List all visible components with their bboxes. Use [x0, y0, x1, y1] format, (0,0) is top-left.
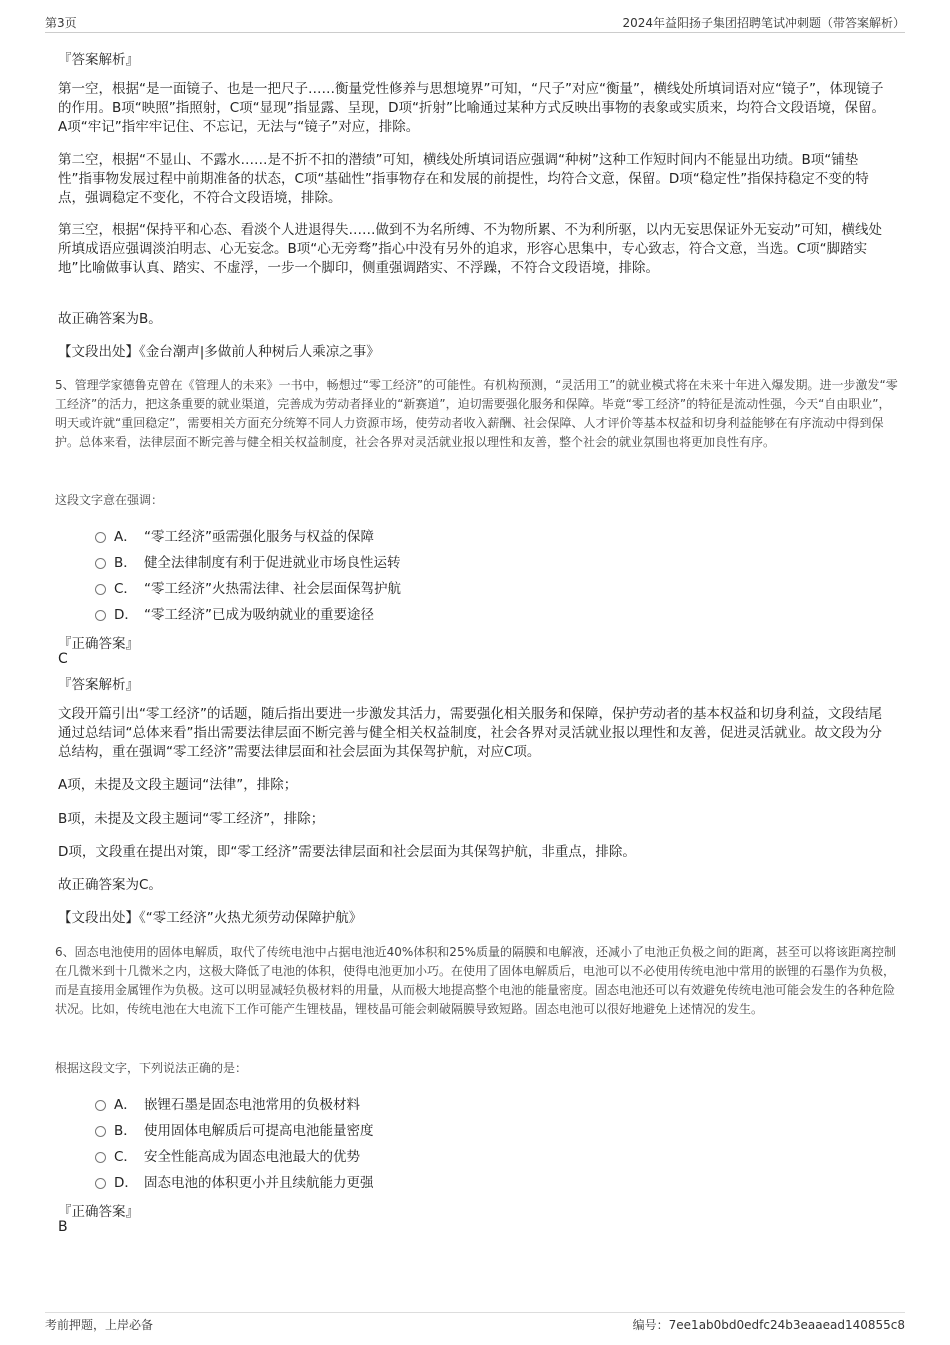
q5-option-a[interactable]	[95, 525, 374, 545]
q5-analysis-para-1: 文段开篇引出“零工经济”的话题，随后指出要进一步激发其活力，需要强化相关服务和保障，保护劳动者的基本权益和切身利益，文段结尾通过总结词“总体来看”指出需要法律层面不断完善与健全相关权益制度，社会各界对灵活就业报以理性和友善，促进灵活就业。故文段为分总结构，重在强调“零工经济”需要法律层面和社会层面为其保驾护航，对应C项。	[58, 706, 882, 760]
q6-correct-tag: 『正确答案』	[58, 1204, 139, 1220]
q5-prompt: 这段文字意在强调：	[55, 493, 164, 507]
prev-conclusion: 故正确答案为B。	[58, 311, 162, 327]
radio-icon[interactable]	[95, 1152, 106, 1163]
q6-correct-answer: B	[58, 1219, 68, 1235]
prev-analysis-tag: 『答案解析』	[58, 52, 139, 68]
prev-analysis-para-3: 第三空，根据“保持平和心态、看淡个人进退得失……做到不为名所缚、不为物所累、不为利所驱，以内无妄思保证外无妄动”可知，横线处所填成语应强调淡泊明志、心无妄念。B项“心无旁骛”指心中没有另外的追求，形容心思集中，专心致志，符合文意，当选。C项“脚踏实地”比喻做事认真、踏实、不虚浮，一步一个脚印，侧重强调踏实、不浮躁，不符合文段语境，排除。	[58, 222, 882, 276]
option-letter: A．	[114, 529, 137, 545]
page-header	[45, 12, 905, 33]
option-text: 安全性能高成为固态电池最大的优势	[144, 1149, 360, 1165]
q6-option-d[interactable]	[95, 1171, 374, 1191]
prev-analysis-para-1: 第一空，根据“是一面镜子、也是一把尺子……衡量党性修养与思想境界”可知，“尺子”对应“衡量”，横线处所填词语对应“镜子”，体现镜子的作用。B项“映照”指照射，C项“显现”指显露、呈现，D项“折射”比喻通过某种方式反映出事物的表象或实质来，均符合文段语境，保留。A项“牢记”指牢牢记住、不忘记，无法与“镜子”对应，排除。	[58, 81, 886, 135]
radio-icon[interactable]	[95, 532, 106, 543]
option-text: 健全法律制度有利于促进就业市场良性运转	[144, 555, 401, 571]
option-text: 使用固体电解质后可提高电池能量密度	[144, 1123, 374, 1139]
footer-slogan: 考前押题，上岸必备	[45, 1318, 154, 1332]
prev-analysis-para-2: 第二空，根据“不显山、不露水……是不折不扣的潜绩”可知，横线处所填词语应强调“种树”这种工作短时间内不能显出功绩。B项“铺垫性”指事物发展过程中前期准备的状态，C项“基础性”指事物存在和发展的前提性，均符合文意，保留。D项“稳定性”指保持稳定不变的特点，强调稳定不变化，不符合文段语境，排除。	[58, 152, 869, 206]
radio-icon[interactable]	[95, 584, 106, 595]
option-letter: B．	[114, 1123, 137, 1139]
option-text: 固态电池的体积更小并且续航能力更强	[144, 1175, 374, 1191]
option-letter: B．	[114, 555, 137, 571]
q5-analysis-b: B项，未提及文段主题词“零工经济”，排除；	[58, 811, 325, 827]
q5-source: 【文段出处】《“零工经济”火热尤须劳动保障护航》	[58, 910, 363, 926]
radio-icon[interactable]	[95, 610, 106, 621]
document-title: 2024年益阳扬子集团招聘笔试冲刺题（带答案解析）	[622, 16, 905, 30]
option-text: “零工经济”火热需法律、社会层面保驾护航	[144, 581, 401, 597]
radio-icon[interactable]	[95, 558, 106, 569]
q5-option-d[interactable]	[95, 603, 374, 623]
option-letter: C．	[114, 581, 137, 597]
q6-option-a[interactable]	[95, 1093, 360, 1113]
option-letter: C．	[114, 1149, 137, 1165]
page-number: 第3页	[45, 16, 77, 30]
q5-option-c[interactable]	[95, 577, 401, 597]
q6-option-b[interactable]	[95, 1119, 374, 1139]
radio-icon[interactable]	[95, 1178, 106, 1189]
q5-conclusion: 故正确答案为C。	[58, 877, 162, 893]
radio-icon[interactable]	[95, 1126, 106, 1137]
q5-analysis-a: A项，未提及文段主题词“法律”，排除；	[58, 777, 298, 793]
option-text: “零工经济”已成为吸纳就业的重要途径	[144, 607, 374, 623]
option-letter: A．	[114, 1097, 137, 1113]
q5-option-b[interactable]	[95, 551, 401, 571]
option-text: 嵌锂石墨是固态电池常用的负极材料	[144, 1097, 360, 1113]
q5-correct-tag: 『正确答案』	[58, 636, 139, 652]
q5-analysis-tag: 『答案解析』	[58, 677, 139, 693]
option-text: “零工经济”亟需强化服务与权益的保障	[144, 529, 374, 545]
q5-correct-answer: C	[58, 651, 68, 667]
page-footer	[45, 1312, 905, 1333]
q6-prompt: 根据这段文字，下列说法正确的是：	[55, 1061, 248, 1075]
option-letter: D．	[114, 1175, 138, 1191]
prev-source: 【文段出处】《金台潮声|多做前人种树后人乘凉之事》	[58, 344, 380, 360]
q5-stem: 5、管理学家德鲁克曾在《管理人的未来》一书中，畅想过“零工经济”的可能性。有机构预测，“灵活用工”的就业模式将在未来十年进入爆发期。进一步激发“零工经济”的活力，把这条重要的就业渠道，完善成为劳动者择业的“新赛道”，迫切需要强化服务和保障。毕竟“零工经济”的特征是流动性强，今天“自由职业”，明天或许就“重回稳定”，需要相关方面充分统筹不同人力资源市场，使劳动者收入薪酬、社会保障、人才评价等基本权益和切身利益能够在有序流动中得到保护。总体来看，法律层面不断完善与健全相关权益制度，社会各界对灵活就业报以理性和友善，整个社会的就业氛围也将更加良性有序。	[55, 378, 898, 449]
radio-icon[interactable]	[95, 1100, 106, 1111]
q6-option-c[interactable]	[95, 1145, 360, 1165]
q5-analysis-d: D项，文段重在提出对策，即“零工经济”需要法律层面和社会层面为其保驾护航，非重点，排除。	[58, 844, 636, 860]
q6-stem: 6、固态电池使用的固体电解质，取代了传统电池中占据电池近40%体积和25%质量的隔膜和电解液，还减小了电池正负极之间的距离，甚至可以将该距离控制在几微米到十几微米之内，这极大降低了电池的体积，使得电池更加小巧。在使用了固体电解质后，电池可以不必使用传统电池中常用的嵌锂的石墨作为负极，而是直接用金属锂作为负极。这可以明显减轻负极材料的用量，从而极大地提高整个电池的能量密度。固态电池还可以有效避免传统电池可能会发生的各种危险状况。比如，传统电池在大电流下工作可能产生锂枝晶，锂枝晶可能会刺破隔膜导致短路。固态电池可以很好地避免上述情况的发生。	[55, 945, 896, 1016]
option-letter: D．	[114, 607, 138, 623]
document-id: 编号：7ee1ab0bd0edfc24b3eaaead140855c8	[632, 1318, 905, 1332]
